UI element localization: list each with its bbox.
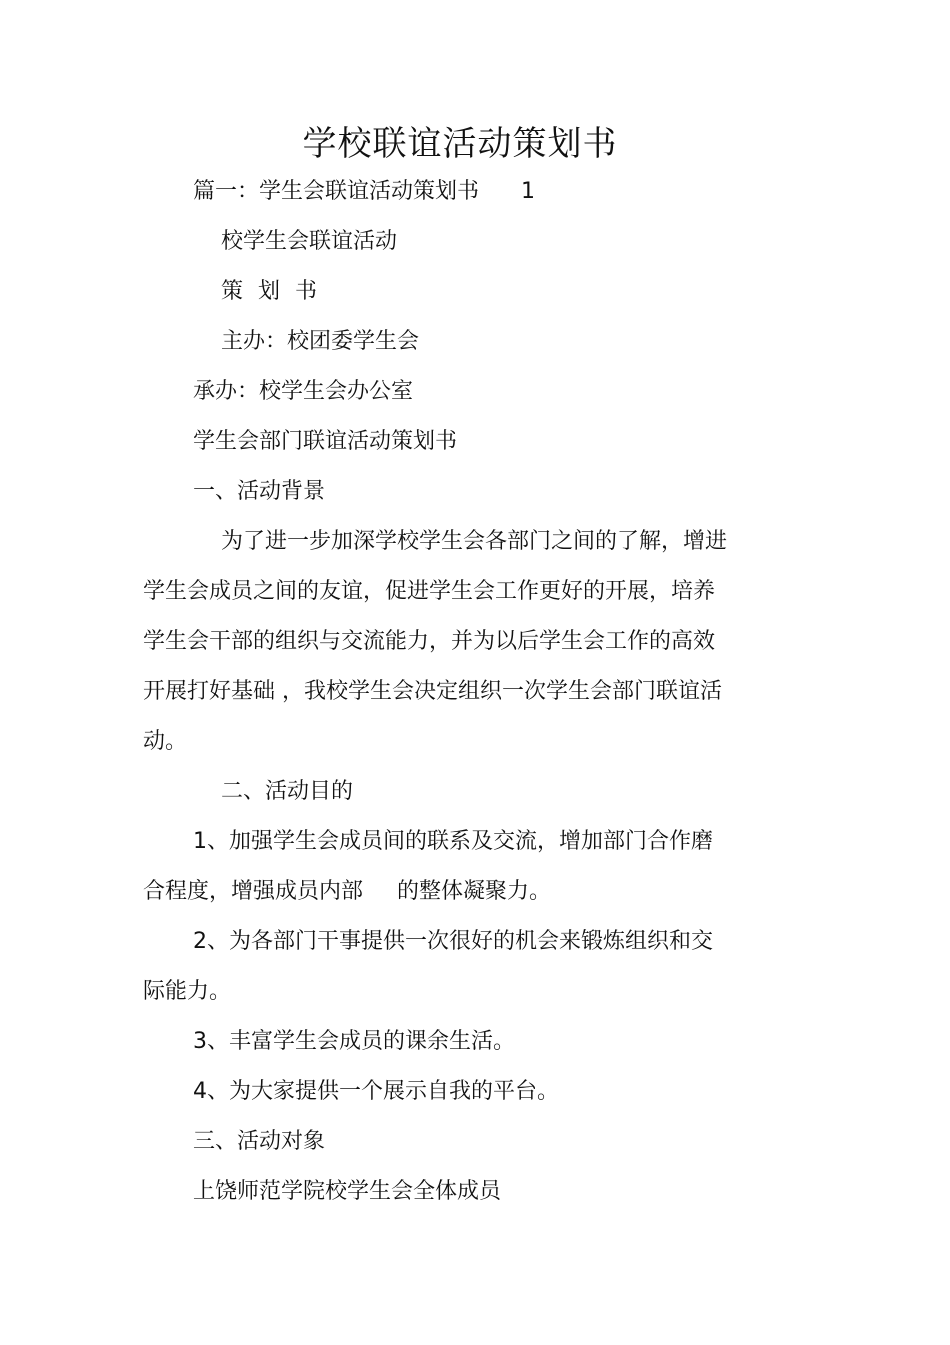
cover-undertaker: 承办：校学生会办公室 — [193, 379, 414, 404]
purpose-item-1: 1、加强学生会成员间的联系及交流，增加部门合作磨 — [193, 829, 713, 854]
purpose-item-1-part-b: 的整体凝聚力。 — [397, 879, 552, 904]
toc-entry-page: 1 — [521, 179, 536, 204]
section-heading-background: 一、活动背景 — [193, 479, 326, 504]
plan-title: 学生会部门联谊活动策划书 — [193, 429, 458, 454]
background-line: 动。 — [143, 729, 188, 754]
cover-activity-name: 校学生会联谊活动 — [221, 229, 398, 254]
purpose-item-4: 4、为大家提供一个展示自我的平台。 — [193, 1079, 559, 1104]
background-line: 开展打好基础 ，我校学生会决定组织一次学生会部门联谊活 — [143, 679, 722, 704]
purpose-item-3: 3、丰富学生会成员的课余生活。 — [193, 1029, 515, 1054]
toc-entry[interactable] — [193, 177, 535, 207]
target-content: 上饶师范学院校学生会全体成员 — [193, 1179, 502, 1204]
purpose-item-2-continued: 际能力。 — [143, 979, 232, 1004]
purpose-item-1-continued — [143, 877, 551, 907]
section-heading-purpose: 二、活动目的 — [221, 779, 354, 804]
purpose-item-1-part-a: 合程度，增强成员内部 — [143, 879, 364, 904]
cover-doc-type: 策 划 书 — [221, 279, 317, 304]
background-line: 为了进一步加深学校学生会各部门之间的了解，增进 — [221, 529, 728, 554]
section-heading-target: 三、活动对象 — [193, 1129, 326, 1154]
background-line: 学生会成员之间的友谊，促进学生会工作更好的开展，培养 — [143, 579, 716, 604]
purpose-item-2: 2、为各部门干事提供一次很好的机会来锻炼组织和交 — [193, 929, 713, 954]
cover-organizer: 主办：校团委学生会 — [221, 329, 420, 354]
toc-entry-label: 篇一：学生会联谊活动策划书 — [193, 179, 480, 204]
document-title: 学校联谊活动策划书 — [302, 124, 618, 164]
background-line: 学生会干部的组织与交流能力，并为以后学生会工作的高效 — [143, 629, 716, 654]
